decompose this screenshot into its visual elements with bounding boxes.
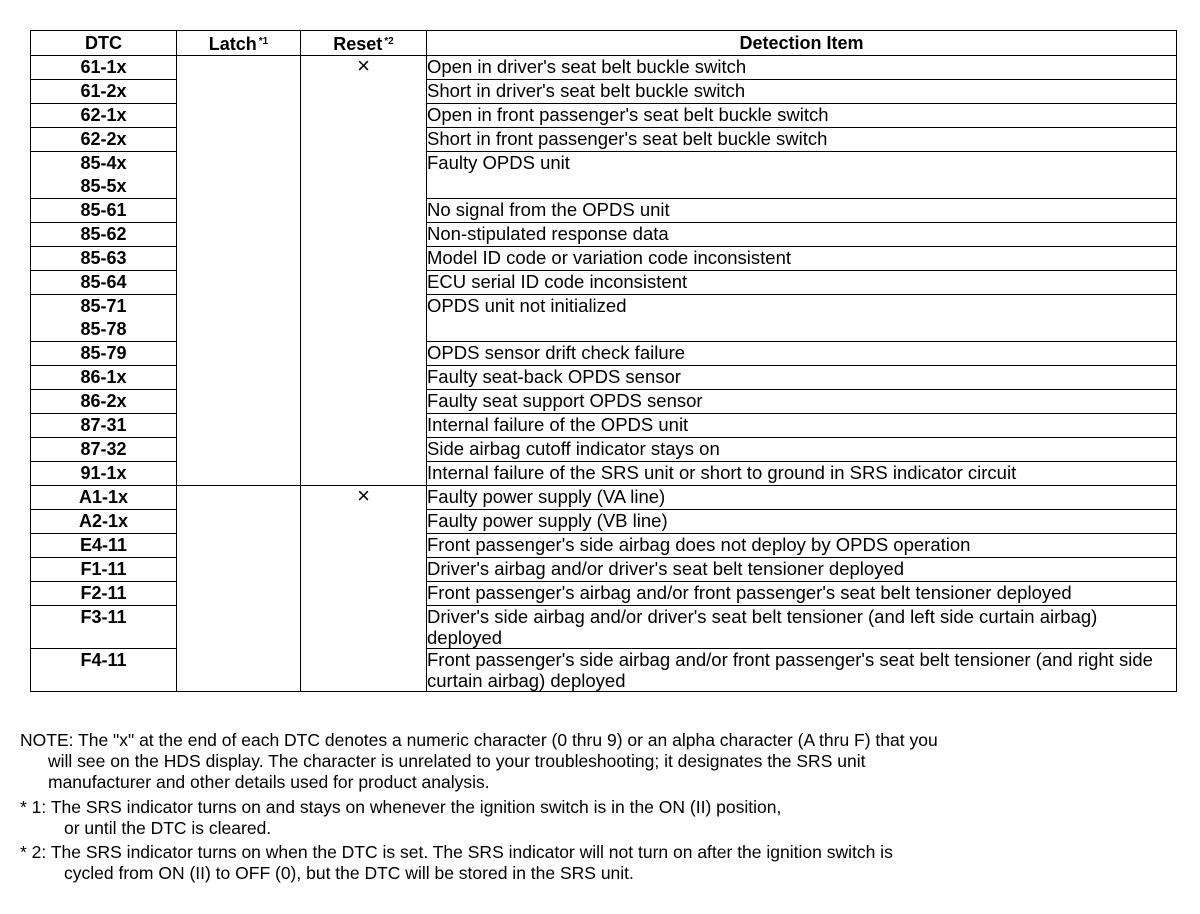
detection-item: Driver's side airbag and/or driver's seat belt tensioner (and left side curtain airbag) deployed <box>427 606 1177 649</box>
note-block <box>20 730 1180 793</box>
latch-footnote-ref: *1 <box>258 36 269 47</box>
dtc-code-cell <box>31 223 177 247</box>
table-row <box>31 486 1177 510</box>
dtc-code: 85-4x <box>80 153 127 173</box>
detection-item: Short in front passenger's seat belt buckle switch <box>427 128 1177 152</box>
note-line: will see on the HDS display. The character is unrelated to your troubleshooting; it designates the SRS unit <box>48 751 866 771</box>
dtc-code: A2-1x <box>78 511 129 531</box>
detection-item: Short in driver's seat belt buckle switch <box>427 80 1177 104</box>
reset-cell <box>301 53 427 486</box>
dtc-code-cell <box>31 558 177 582</box>
dtc-code: 86-2x <box>80 391 127 411</box>
detection-item: Front passenger's side airbag does not deploy by OPDS operation <box>427 534 1177 558</box>
dtc-code: 85-64 <box>80 272 127 292</box>
reset-footnote-ref: *2 <box>384 36 394 47</box>
dtc-code-cell <box>31 80 177 104</box>
header-dtc: DTC <box>31 31 177 56</box>
table-row <box>31 56 1177 80</box>
detection-item: Internal failure of the SRS unit or short to ground in SRS indicator circuit <box>427 462 1177 486</box>
detection-item: Open in driver's seat belt buckle switch <box>427 56 1177 80</box>
dtc-code: 61-2x <box>80 81 127 101</box>
dtc-code: 87-31 <box>80 415 127 435</box>
footnote-2 <box>20 842 1180 884</box>
dtc-code: 85-78 <box>80 319 127 339</box>
dtc-code-cell <box>31 486 177 510</box>
detection-item: Open in front passenger's seat belt buckle switch <box>427 104 1177 128</box>
dtc-code-cell <box>31 438 177 462</box>
detection-item: OPDS sensor drift check failure <box>427 342 1177 366</box>
dtc-code: 61-1x <box>80 57 127 77</box>
dtc-code-cell <box>31 366 177 390</box>
dtc-code-cell <box>31 128 177 152</box>
dtc-table <box>30 30 1177 692</box>
dtc-code-cell <box>31 582 177 606</box>
dtc-code: E4-11 <box>79 535 128 555</box>
dtc-code-cell <box>31 534 177 558</box>
reset-mark-icon: × <box>357 53 370 78</box>
dtc-code-cell <box>31 295 177 342</box>
dtc-code-cell <box>31 56 177 80</box>
footnote-line: * 2: The SRS indicator turns on when the DTC is set. The SRS indicator will not turn on after the ignition switch is <box>20 842 893 862</box>
detection-item: No signal from the OPDS unit <box>427 199 1177 223</box>
detection-item: Front passenger's airbag and/or front passenger's seat belt tensioner deployed <box>427 582 1177 606</box>
dtc-code-cell <box>31 606 177 649</box>
dtc-code: F2-11 <box>80 583 127 603</box>
dtc-code: 85-63 <box>80 248 127 268</box>
dtc-code-cell <box>31 104 177 128</box>
dtc-code: 85-71 <box>80 296 127 316</box>
footnote-line: cycled from ON (II) to OFF (0), but the DTC will be stored in the SRS unit. <box>64 863 634 883</box>
footnote-line: or until the DTC is cleared. <box>64 818 272 838</box>
detection-item: OPDS unit not initialized <box>427 295 1177 342</box>
footnote-1 <box>20 797 1180 839</box>
note-line: NOTE: The "x" at the end of each DTC denotes a numeric character (0 thru 9) or an alpha character (A thru F) that you <box>20 730 938 750</box>
dtc-code: 85-61 <box>80 200 127 220</box>
dtc-code: 87-32 <box>80 439 127 459</box>
footnote-line: * 1: The SRS indicator turns on and stays on whenever the ignition switch is in the ON (II) position, <box>20 797 782 817</box>
dtc-code: 85-62 <box>80 224 127 244</box>
dtc-code: 62-1x <box>80 105 127 125</box>
dtc-code-cell <box>31 342 177 366</box>
detection-item: Faulty power supply (VA line) <box>427 486 1177 510</box>
detection-item: Faulty seat-back OPDS sensor <box>427 366 1177 390</box>
header-latch: Latch $^{*1}$ <box>177 31 301 56</box>
latch-cell <box>177 486 301 692</box>
dtc-code-cell <box>31 462 177 486</box>
detection-item: Internal failure of the OPDS unit <box>427 414 1177 438</box>
dtc-code: A1-1x <box>78 487 129 507</box>
dtc-code-cell <box>31 199 177 223</box>
dtc-code: 62-2x <box>80 129 127 149</box>
header-reset: Reset $^{*2}$ <box>301 31 427 56</box>
dtc-code: F4-11 <box>80 650 127 670</box>
dtc-code-cell <box>31 414 177 438</box>
detection-item: Non-stipulated response data <box>427 223 1177 247</box>
detection-item: Faulty seat support OPDS sensor <box>427 390 1177 414</box>
dtc-code-cell <box>31 510 177 534</box>
dtc-code-cell <box>31 271 177 295</box>
detection-item: Model ID code or variation code inconsistent <box>427 247 1177 271</box>
detection-item: Faulty power supply (VB line) <box>427 510 1177 534</box>
detection-item: ECU serial ID code inconsistent <box>427 271 1177 295</box>
dtc-code: 86-1x <box>80 367 127 387</box>
note-line: manufacturer and other details used for product analysis. <box>48 772 490 792</box>
dtc-code-cell <box>31 152 177 199</box>
detection-item: Faulty OPDS unit <box>427 152 1177 199</box>
dtc-code-cell <box>31 649 177 692</box>
latch-cell <box>177 56 301 486</box>
dtc-code: F3-11 <box>80 607 127 627</box>
reset-cell <box>301 483 427 692</box>
dtc-code-cell <box>31 390 177 414</box>
header-detection-item: Detection Item <box>427 31 1177 56</box>
dtc-code: F1-11 <box>80 559 127 579</box>
dtc-code-cell <box>31 247 177 271</box>
dtc-code: 85-5x <box>80 176 127 196</box>
table-header-row <box>31 31 1177 56</box>
reset-mark-icon: × <box>357 483 370 508</box>
detection-item: Side airbag cutoff indicator stays on <box>427 438 1177 462</box>
dtc-code: 91-1x <box>80 463 127 483</box>
detection-item: Driver's airbag and/or driver's seat belt tensioner deployed <box>427 558 1177 582</box>
dtc-code: 85-79 <box>80 343 127 363</box>
detection-item: Front passenger's side airbag and/or front passenger's seat belt tensioner (and right side curtain airbag) deployed <box>427 649 1177 692</box>
